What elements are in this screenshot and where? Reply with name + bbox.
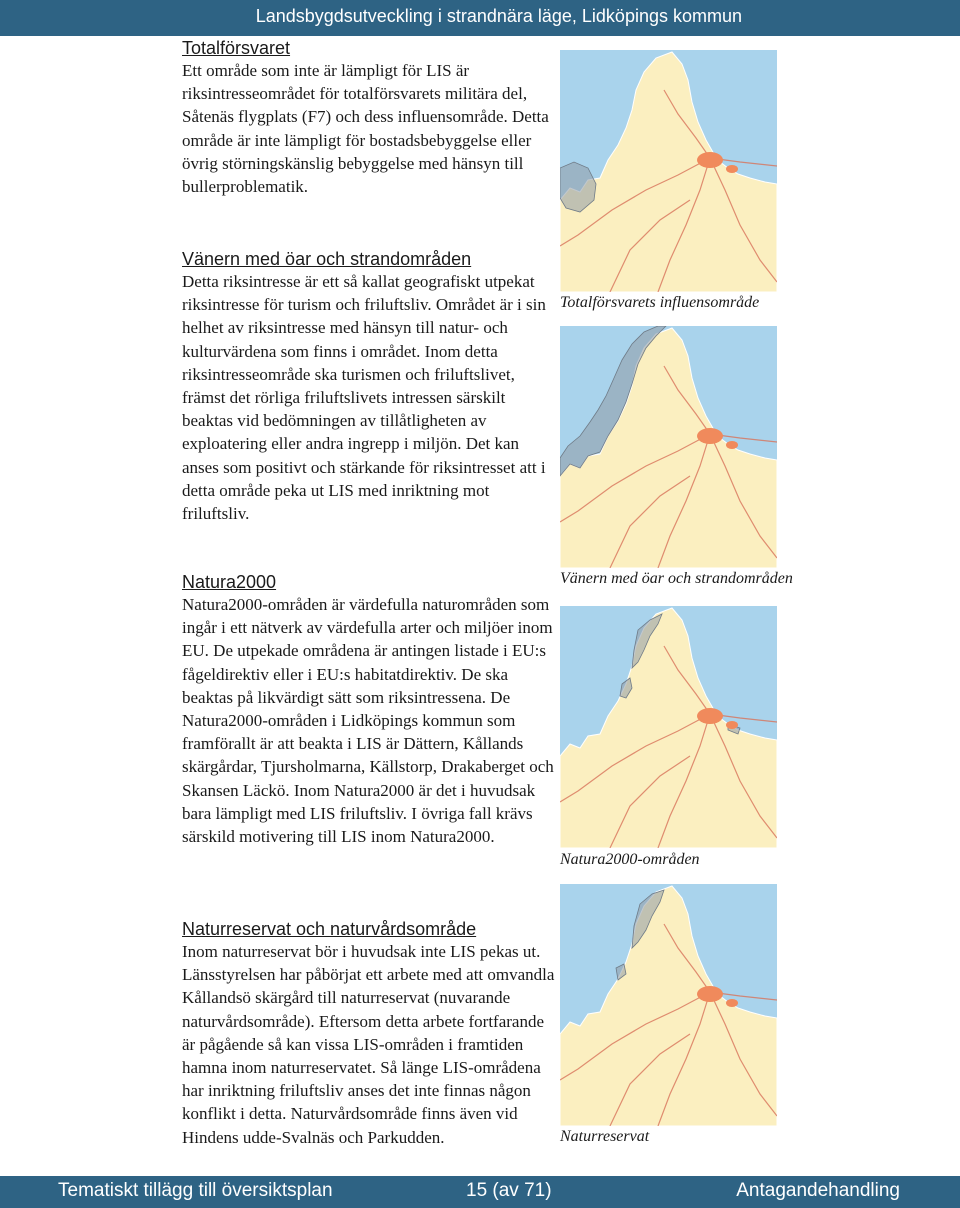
- section-heading: Totalförsvaret: [182, 38, 291, 58]
- section-heading: Vänern med öar och strandområden: [182, 249, 472, 269]
- map-town: [726, 721, 738, 729]
- section-naturreservat: [182, 918, 558, 1149]
- map-town: [726, 999, 738, 1007]
- map-town: [726, 165, 738, 173]
- footer-bar: [0, 1176, 960, 1208]
- section-vanern: [182, 248, 558, 525]
- section-body: Detta riksintresse är ett så kallat geografiskt utpekat riksintresse för turism och friluftsliv. Området är i sin helhet av riksintresse med hänsyn till natur- och kulturvärdena som finns i området. Inom detta riksintresseområde ska turismen och friluftslivet, främst det rörliga friluftslivets intressen särskilt beaktas vid bedömningen av tillåtligheten av exploatering eller andra ingrepp i miljön. Det kan anses som positivt och stärkande för riksintresset att i detta område peka ut LIS med inriktning mot friluftsliv.: [182, 272, 546, 524]
- map-caption: Natura2000-områden: [560, 851, 700, 868]
- map-naturreservat: [560, 884, 777, 1126]
- footer-document-title: Tematiskt tillägg till översiktsplan: [58, 1180, 333, 1201]
- map-natura2000: [560, 606, 777, 848]
- footer-page-number: 15 (av 71): [466, 1180, 552, 1201]
- section-body: Ett område som inte är lämpligt för LIS är riksintresseområdet för totalförsvarets militära del, Såtenäs flygplats (F7) och dess influensområde. Detta område är inte lämpligt för bostadsbebyggelse eller övrig störningskänslig bebyggelse med hänsyn till bullerproblematik.: [182, 61, 549, 197]
- section-totalforsvaret: [182, 37, 558, 198]
- map-caption: Naturreservat: [560, 1128, 650, 1145]
- map-totalforsvar: [560, 50, 777, 292]
- map-town: [726, 441, 738, 449]
- map-town: [697, 708, 723, 724]
- map-caption: Totalförsvarets influensområde: [560, 294, 760, 311]
- section-body: Inom naturreservat bör i huvudsak inte LIS pekas ut. Länsstyrelsen har påbörjat ett arbete med att omvandla Kållandsö skärgård till naturreservat (nuvarande naturvårdsområde). Eftersom detta arbete fortfarande är pågående så kan vissa LIS-områden i framtiden hamna inom naturreservatet. Så länge LIS-områdena har inriktning friluftsliv anses det inte finnas någon konflikt i detta. Naturvårdsområde finns även vid Hindens udde-Svalnäs och Parkudden.: [182, 942, 555, 1147]
- section-natura2000: [182, 571, 558, 848]
- map-vanern: [560, 326, 777, 568]
- map-town: [697, 986, 723, 1002]
- header-title: Landsbygdsutveckling i strandnära läge, Lidköpings kommun: [255, 6, 742, 26]
- section-heading: Naturreservat och naturvårdsområde: [182, 919, 477, 939]
- section-body: Natura2000-områden är värdefulla naturområden som ingår i ett nätverk av värdefulla arter och miljöer inom EU. De utpekade områdena är antingen listade i EU:s fågeldirektiv eller i EU:s habitatdirektiv. De ska beaktas på likvärdigt sätt som riksintressena. De Natura2000-områden i Lidköpings kommun som framförallt är att beakta i LIS är Dättern, Kållands skärgårdar, Tjursholmarna, Källstorp, Drakaberget och Skansen Läckö. Inom Natura2000 är det i huvudsak bara lämpligt med LIS friluftsliv. I övriga fall krävs särskild motivering till LIS inom Natura2000.: [182, 595, 554, 847]
- map-town: [697, 428, 723, 444]
- section-heading: Natura2000: [182, 572, 277, 592]
- map-caption: Vänern med öar och strandområden: [560, 570, 793, 587]
- map-town: [697, 152, 723, 168]
- header-bar: [0, 0, 960, 36]
- footer-status: Antagandehandling: [736, 1180, 900, 1201]
